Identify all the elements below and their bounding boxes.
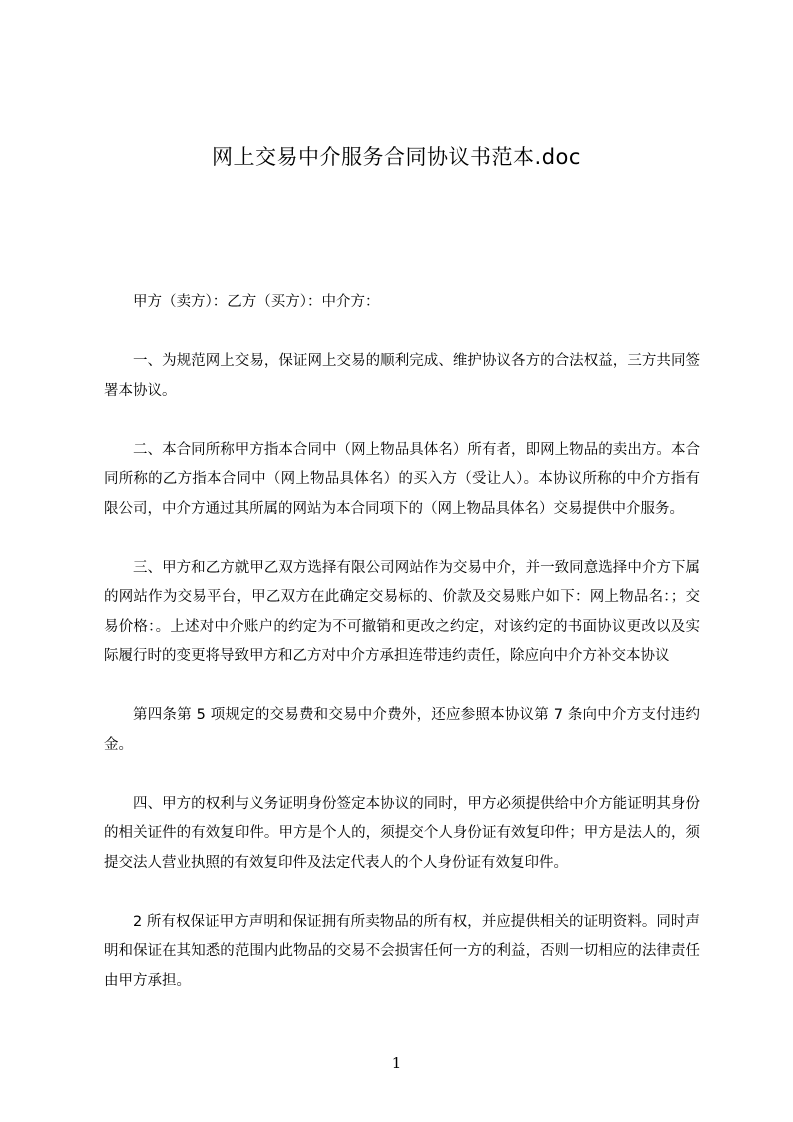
paragraph-clause-3-continued: 第四条第 5 项规定的交易费和交易中介费外，还应参照本协议第 7 条向中介方支付违约金。 (104, 707, 700, 753)
paragraph-clause-4-2: 2 所有权保证甲方声明和保证拥有所卖物品的所有权，并应提供相关的证明资料。同时声明和保证在其知悉的范围内此物品的交易不会损害任何一方的利益，否则一切相应的法律责任由甲方承担。 (104, 913, 700, 989)
paragraph-clause-3: 三、甲方和乙方就甲乙双方选择有限公司网站作为交易中介，并一致同意选择中介方下属的网站作为交易平台，甲乙双方在此确定交易标的、价款及交易账户如下：网上物品名：；交易价格：。上述对中介账户的约定为不可撤销和更改之约定，对该约定的书面协议更改以及实际履行时的变更将导致甲方和乙方对中介方承担连带违约责任，除应向中介方补交本协议 (104, 559, 700, 664)
paragraph-clause-1: 一、为规范网上交易，保证网上交易的顺利完成、维护协议各方的合法权益，三方共同签署本协议。 (104, 353, 700, 399)
paragraph-clause-4: 四、甲方的权利与义务证明身份签定本协议的同时，甲方必须提供给中介方能证明其身份的相关证件的有效复印件。甲方是个人的，须提交个人身份证有效复印件；甲方是法人的，须提交法人营业执照的有效复印件及法定代表人的个人身份证有效复印件。 (104, 795, 700, 871)
paragraph-clause-2: 二、本合同所称甲方指本合同中（网上物品具体名）所有者，即网上物品的卖出方。本合同所称的乙方指本合同中（网上物品具体名）的买入方（受让人）。本协议所称的中介方指有限公司，中介方通过其所属的网站为本合同项下的（网上物品具体名）交易提供中介服务。 (104, 441, 700, 517)
document-body (104, 288, 700, 1026)
page-number: 1 (391, 1054, 402, 1072)
paragraph-parties: 甲方（卖方）：乙方（买方）：中介方： (133, 294, 380, 310)
document-title: 网上交易中介服务合同协议书范本.doc (212, 145, 581, 169)
